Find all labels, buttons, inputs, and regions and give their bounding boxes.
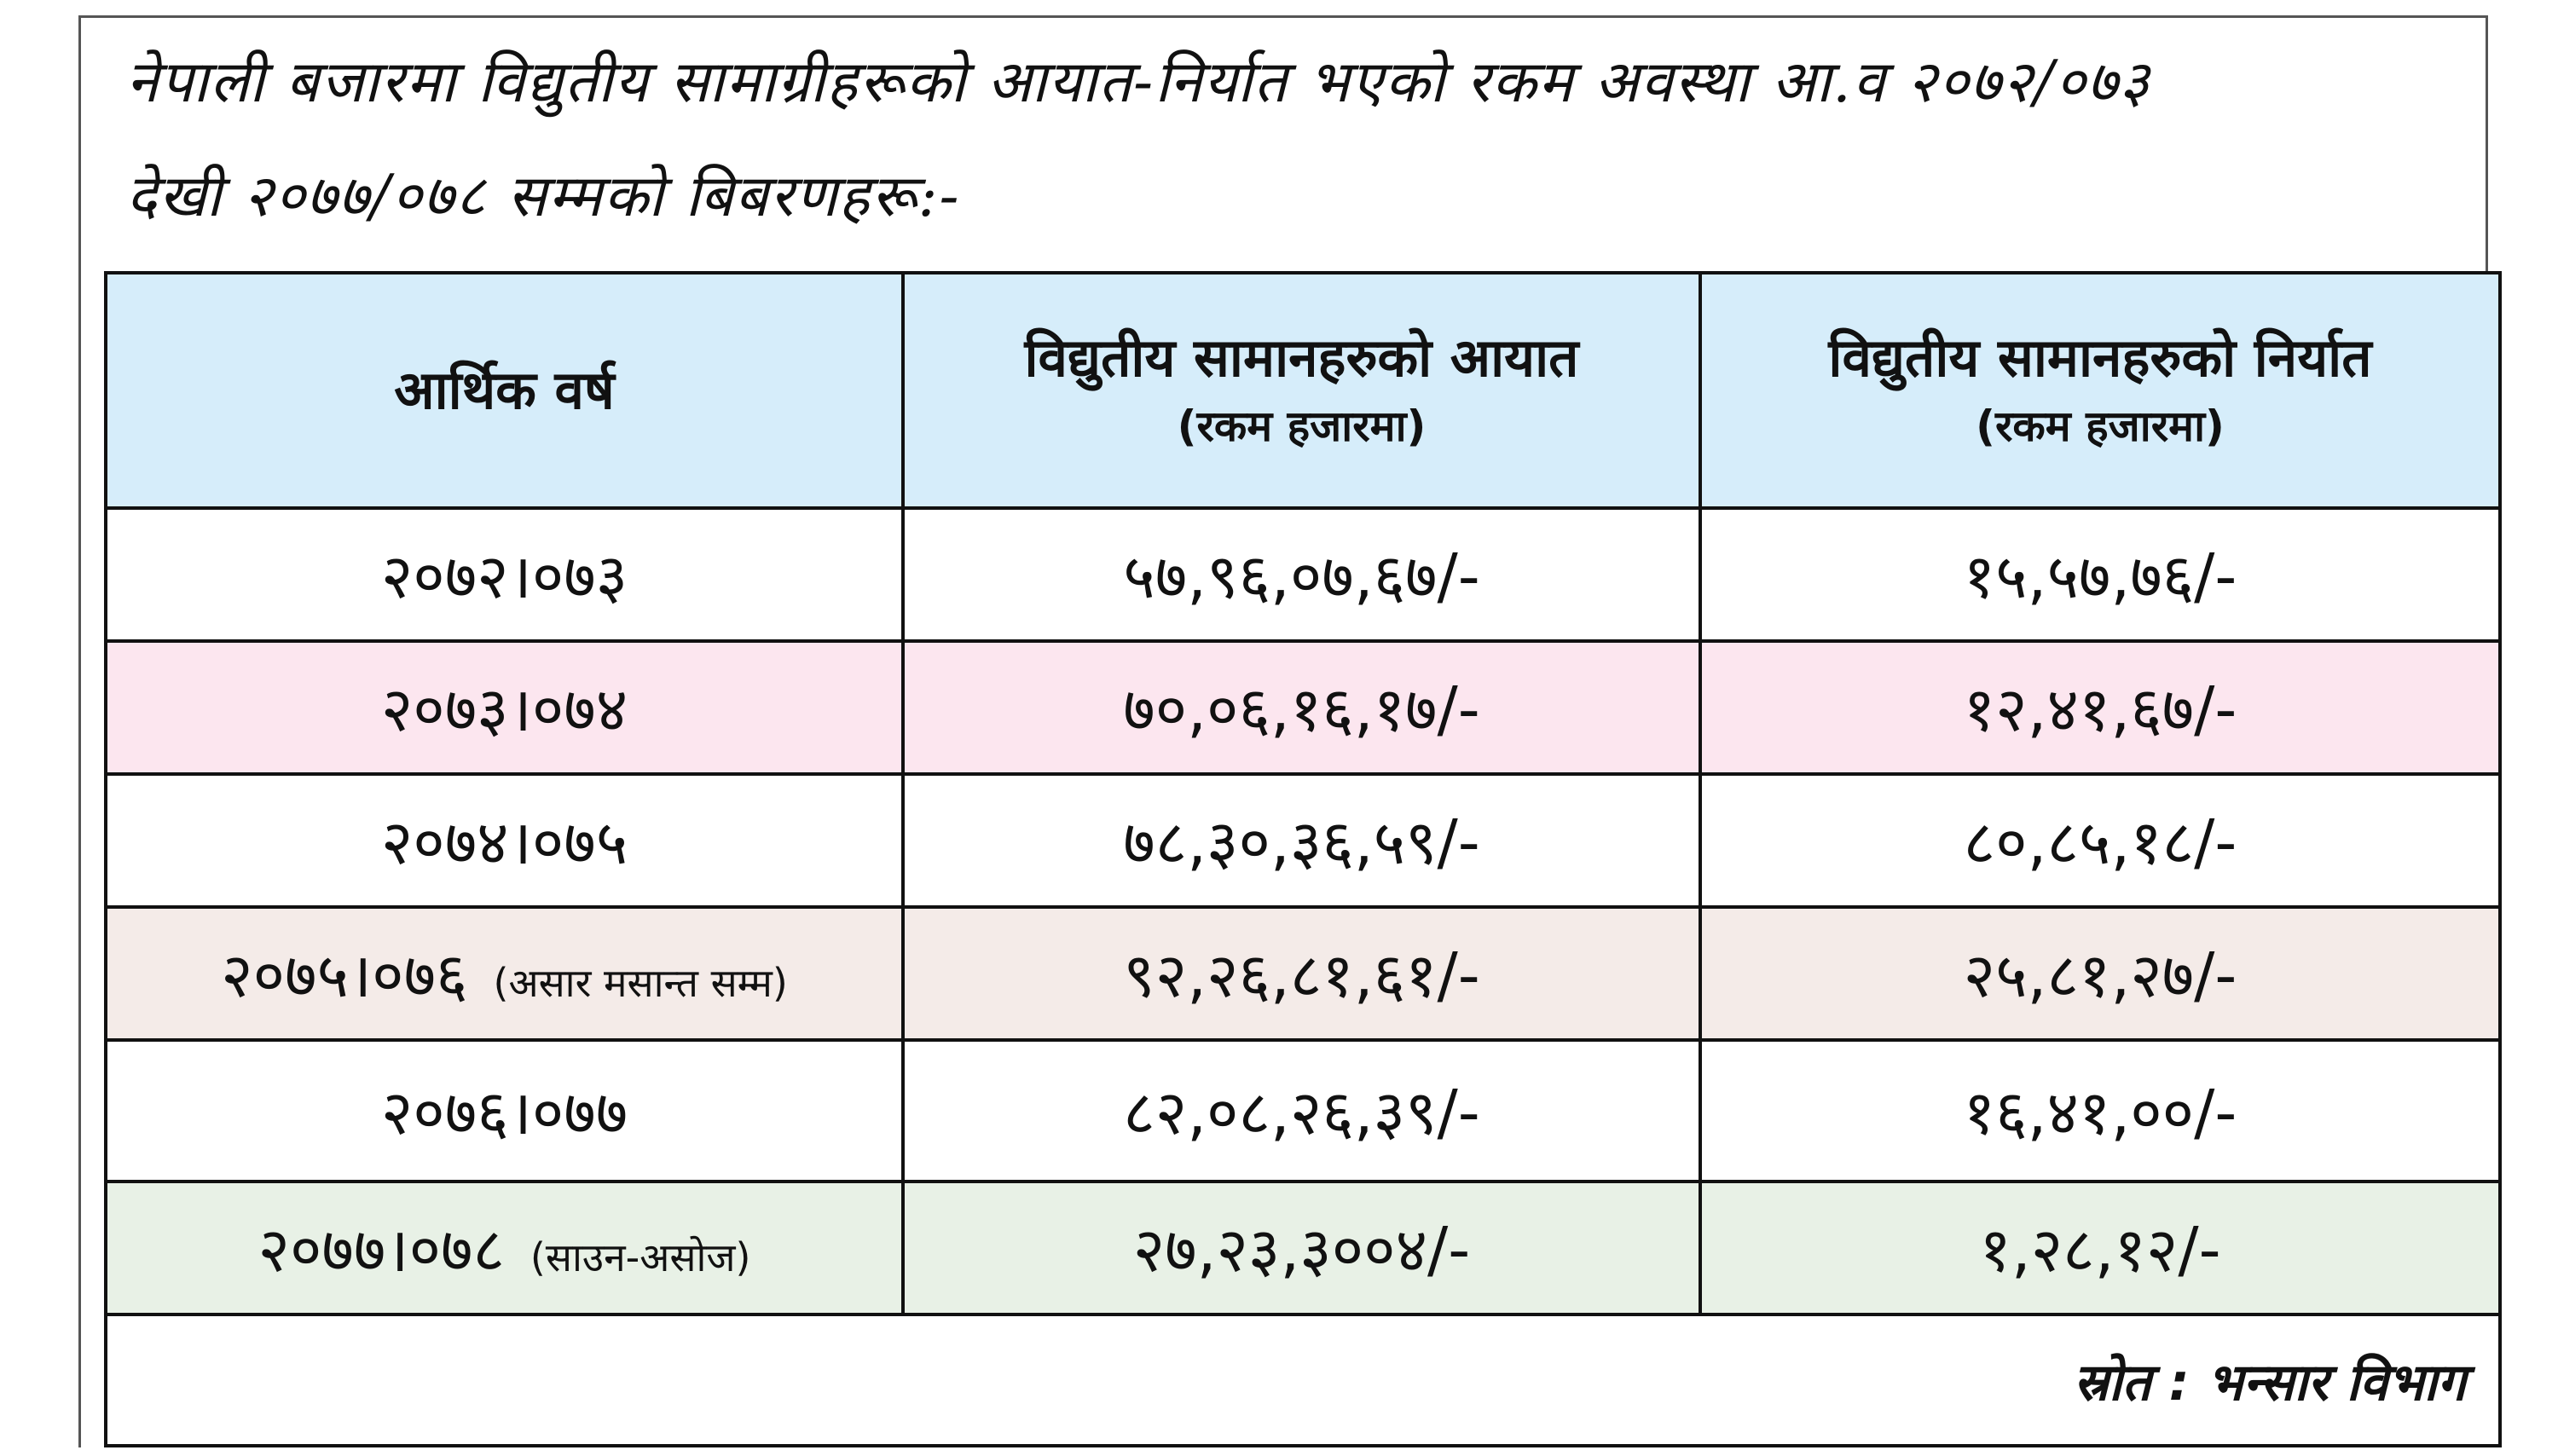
header-export-unit: (रकम हजारमा) xyxy=(1976,402,2225,451)
title-line-2: देखी २०७७/०७८ सम्मको बिबरणहरू:- xyxy=(126,163,961,230)
year-value: २०७६।०७७ xyxy=(380,1077,628,1148)
header-import-label: विद्युतीय सामानहरुको आयात xyxy=(1024,326,1579,389)
header-import-unit: (रकम हजारमा) xyxy=(1177,402,1427,451)
cell-year xyxy=(106,508,903,641)
cell-export: १६,४१,००/- xyxy=(1700,1040,2500,1182)
cell-year xyxy=(106,774,903,907)
cell-import: ७८,३०,३६,५९/- xyxy=(903,774,1700,907)
cell-export: १५,५७,७६/- xyxy=(1700,508,2500,641)
header-export-label: विद्युतीय सामानहरुको निर्यात xyxy=(1828,326,2372,389)
header-export xyxy=(1700,273,2500,508)
header-fiscal-year xyxy=(106,273,903,508)
table-row xyxy=(106,641,2500,774)
year-value: २०७७।०७८ xyxy=(258,1214,505,1286)
table-row xyxy=(106,1040,2500,1182)
year-value: २०७३।०७४ xyxy=(380,673,628,745)
cell-year xyxy=(106,1182,903,1314)
year-note: (साउन-असोज) xyxy=(530,1234,751,1280)
document-title xyxy=(126,26,2480,254)
year-note: (असार मसान्त सम्म) xyxy=(493,960,788,1006)
table-row xyxy=(106,907,2500,1040)
cell-import: ५७,९६,०७,६७/- xyxy=(903,508,1700,641)
source-row xyxy=(106,1314,2500,1446)
cell-export: १२,४१,६७/- xyxy=(1700,641,2500,774)
cell-import: ८२,०८,२६,३९/- xyxy=(903,1040,1700,1182)
header-year-label: आर्थिक वर्ष xyxy=(394,359,615,421)
cell-import: ९२,२६,८१,६१/- xyxy=(903,907,1700,1040)
cell-year xyxy=(106,641,903,774)
table-row xyxy=(106,1182,2500,1314)
source-note: स्रोत : भन्सार विभाग xyxy=(106,1314,2500,1446)
cell-export: ८०,८५,१८/- xyxy=(1700,774,2500,907)
table-row xyxy=(106,774,2500,907)
title-line-1: नेपाली बजारमा विद्युतीय सामाग्रीहरूको आयात-निर्यात भएको रकम अवस्था आ.व २०७२/०७३ xyxy=(126,49,2151,116)
cell-export: १,२८,१२/- xyxy=(1700,1182,2500,1314)
cell-export: २५,८१,२७/- xyxy=(1700,907,2500,1040)
year-value: २०७२।०७३ xyxy=(380,540,628,612)
import-export-table xyxy=(104,271,2502,1447)
cell-year xyxy=(106,1040,903,1182)
cell-import: ७०,०६,१६,१७/- xyxy=(903,641,1700,774)
year-value: २०७५।०७६ xyxy=(221,939,468,1011)
header-import xyxy=(903,273,1700,508)
table-row xyxy=(106,508,2500,641)
year-value: २०७४।०७५ xyxy=(380,806,628,878)
table-header-row xyxy=(106,273,2500,508)
cell-import: २७,२३,३००४/- xyxy=(903,1182,1700,1314)
cell-year xyxy=(106,907,903,1040)
